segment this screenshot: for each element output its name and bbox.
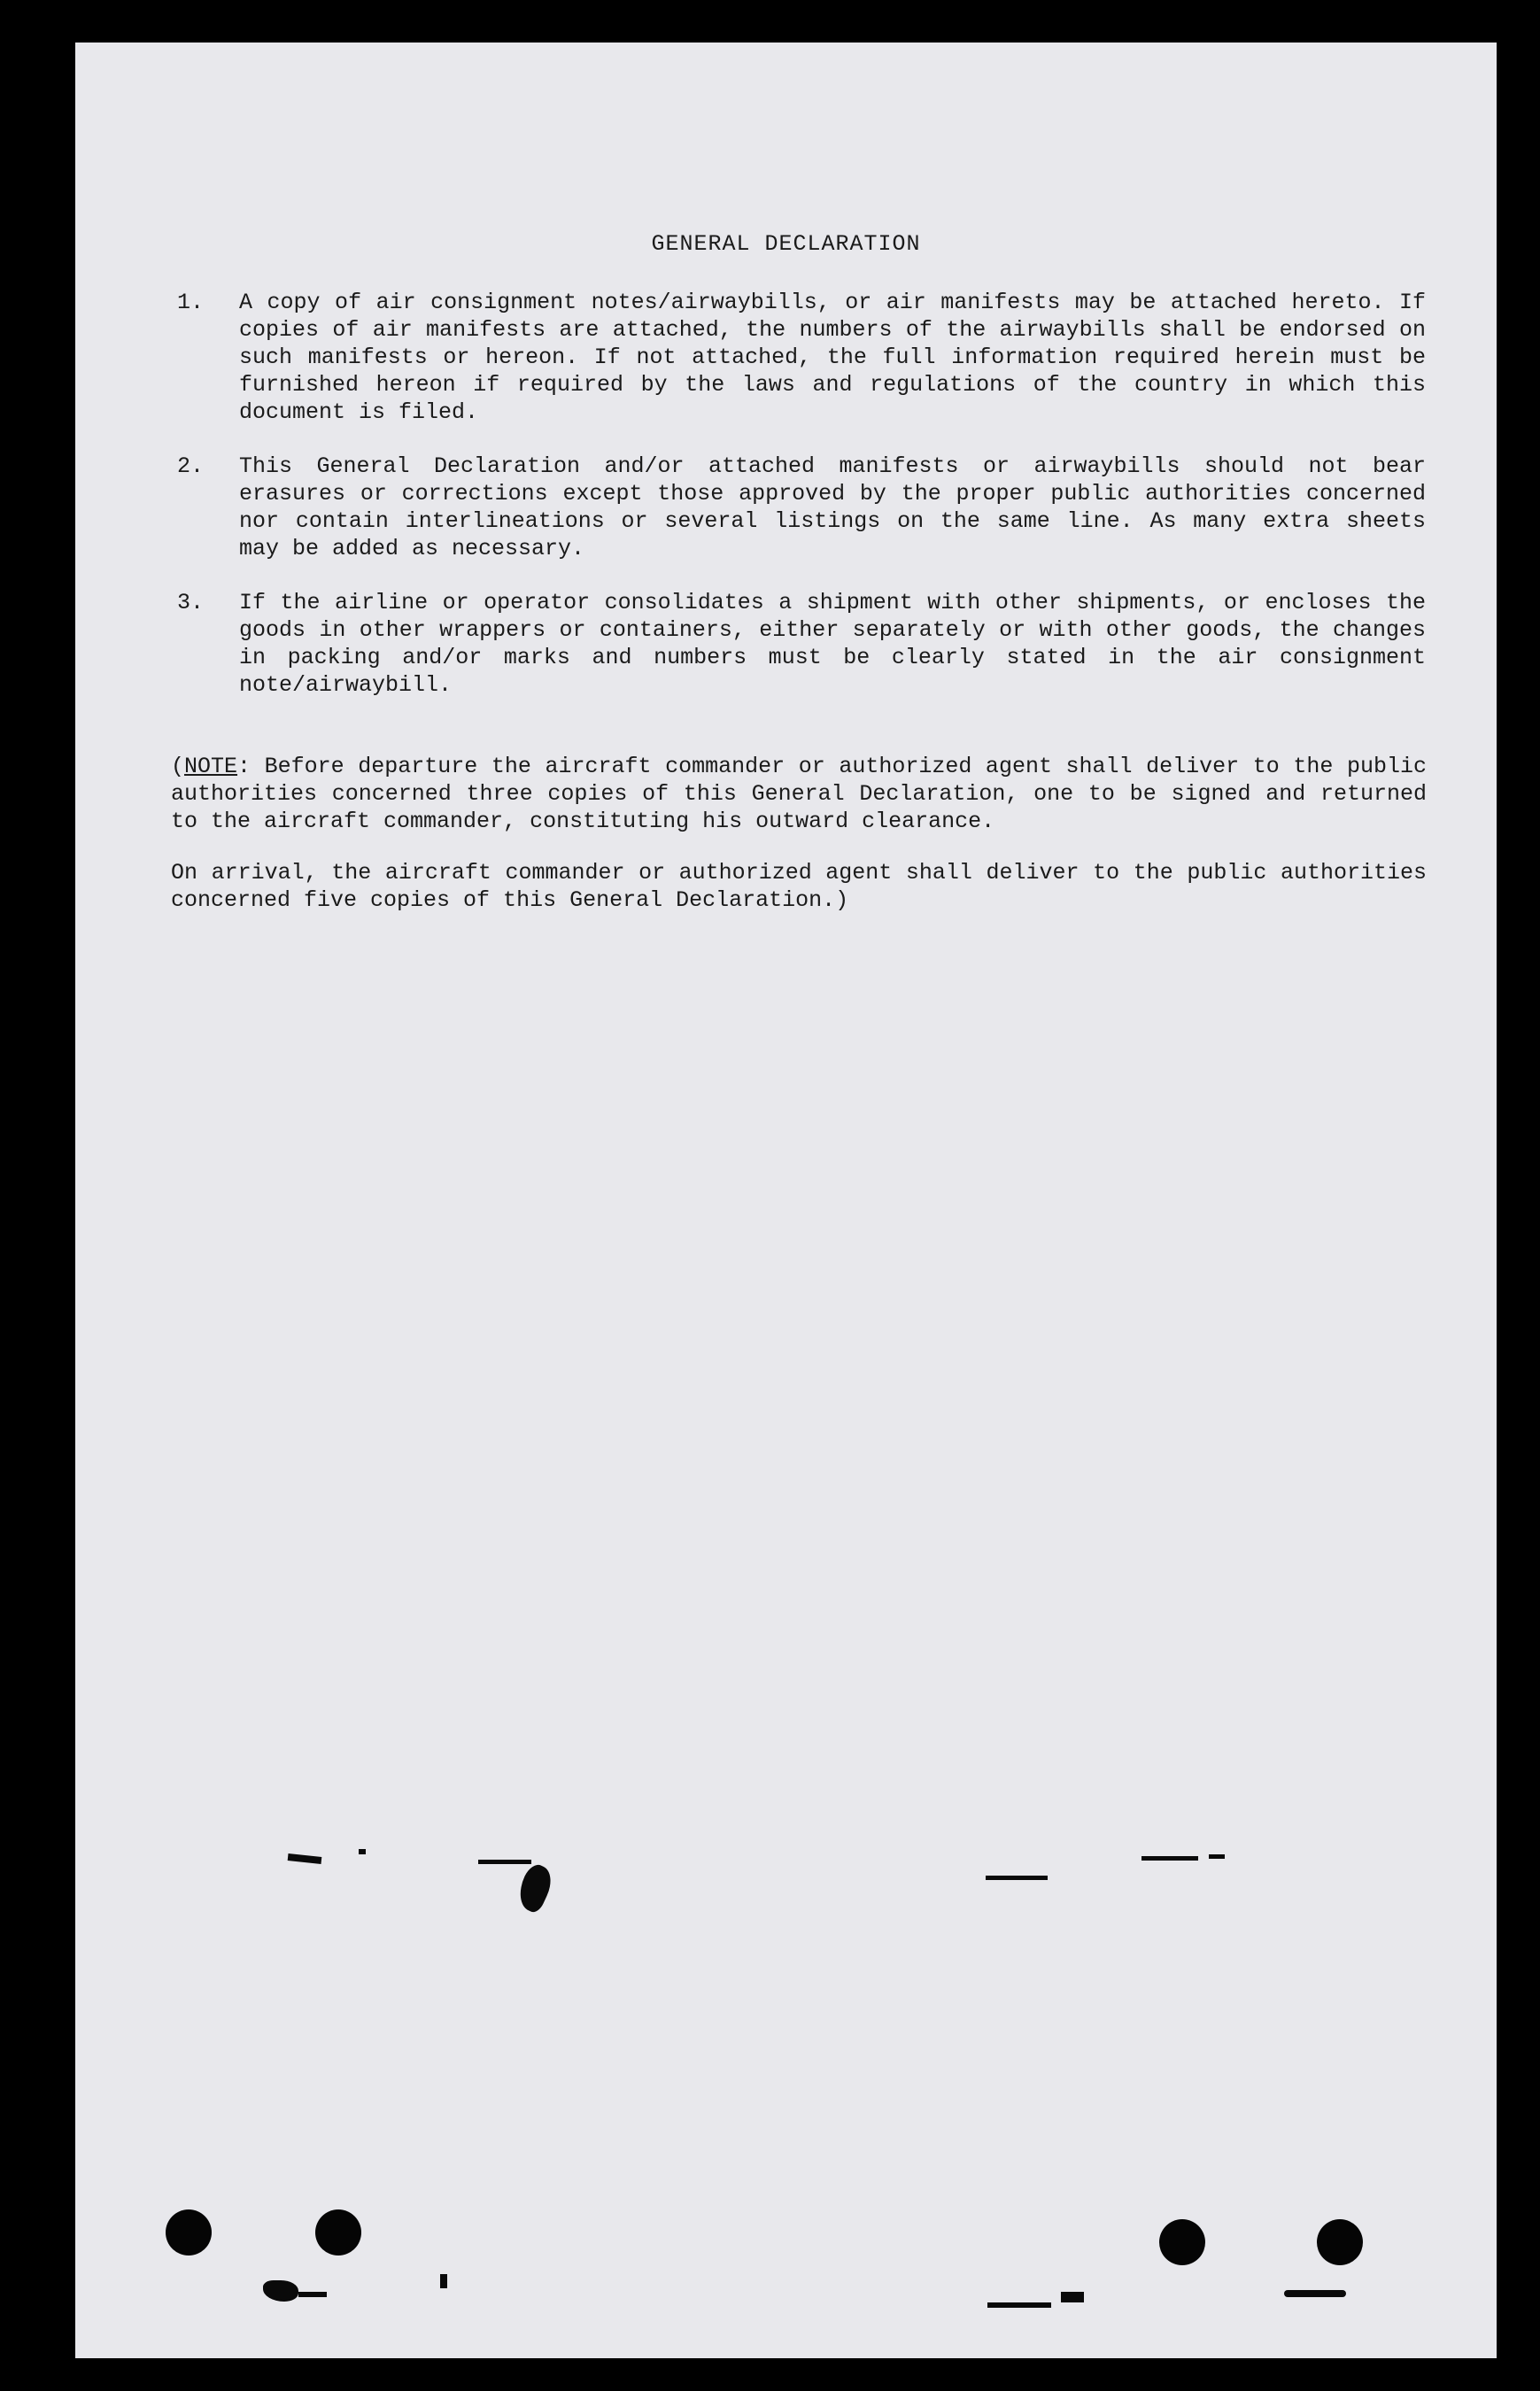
- punch-hole: [1159, 2219, 1205, 2265]
- item-text: If the airline or operator consolidates a shipment with other shipments, or encloses the goods in other wrappers or containers, either separately or with other goods, the changes in packing and/or marks and numbers must be clearly stated in the air consignment note/airwaybill.: [239, 590, 1426, 698]
- instruction-item-3: [177, 589, 1426, 699]
- scan-speck: [1141, 1856, 1198, 1861]
- scan-speck: [987, 2302, 1051, 2308]
- scan-speck: [440, 2274, 447, 2288]
- scan-speck: [1284, 2290, 1346, 2297]
- scan-speck: [1061, 2292, 1084, 2302]
- scan-speck: [1209, 1854, 1225, 1859]
- scan-speck: [288, 1853, 322, 1864]
- punch-hole: [166, 2209, 212, 2256]
- item-text: A copy of air consignment notes/airwaybills, or air manifests may be attached hereto. If copies of air manifests are attached, the numbers of the airwaybills shall be endorsed on such manifests or hereon. If not attached, the full information required herein must be furnished hereon if required by the laws and regulations of the country in which this document is filed.: [239, 290, 1426, 425]
- note-open-paren: (: [171, 754, 185, 779]
- scan-speck: [478, 1860, 531, 1864]
- item-number: 2.: [177, 453, 205, 479]
- scan-speck: [986, 1876, 1048, 1880]
- arrival-note: On arrival, the aircraft commander or authorized agent shall deliver to the public authorities concerned five copies of this General Declaration.): [171, 860, 1427, 913]
- scan-speck: [263, 2280, 298, 2302]
- scan-speck: [513, 1861, 558, 1915]
- document-page: [75, 43, 1497, 2358]
- punch-hole: [1317, 2219, 1363, 2265]
- item-number: 1.: [177, 290, 205, 315]
- instruction-item-1: [177, 289, 1426, 426]
- scan-speck: [298, 2292, 327, 2297]
- note-text: : Before departure the aircraft commander or authorized agent shall deliver to the public authorities concerned three copies of this General Declaration, one to be signed and returned to the aircraft commander, constituting his outward clearance.: [171, 754, 1427, 834]
- punch-hole: [315, 2209, 361, 2256]
- document-title: GENERAL DECLARATION: [651, 231, 921, 257]
- note-label: NOTE: [184, 754, 238, 779]
- item-text: This General Declaration and/or attached manifests or airwaybills should not bear erasures or corrections except those approved by the proper public authorities concerned nor contain interlineations or several listings on the same line. As many extra sheets may be added as necessary.: [239, 453, 1426, 561]
- item-number: 3.: [177, 590, 205, 615]
- scan-speck: [359, 1849, 366, 1854]
- departure-note: [171, 753, 1427, 835]
- instruction-item-2: [177, 453, 1426, 562]
